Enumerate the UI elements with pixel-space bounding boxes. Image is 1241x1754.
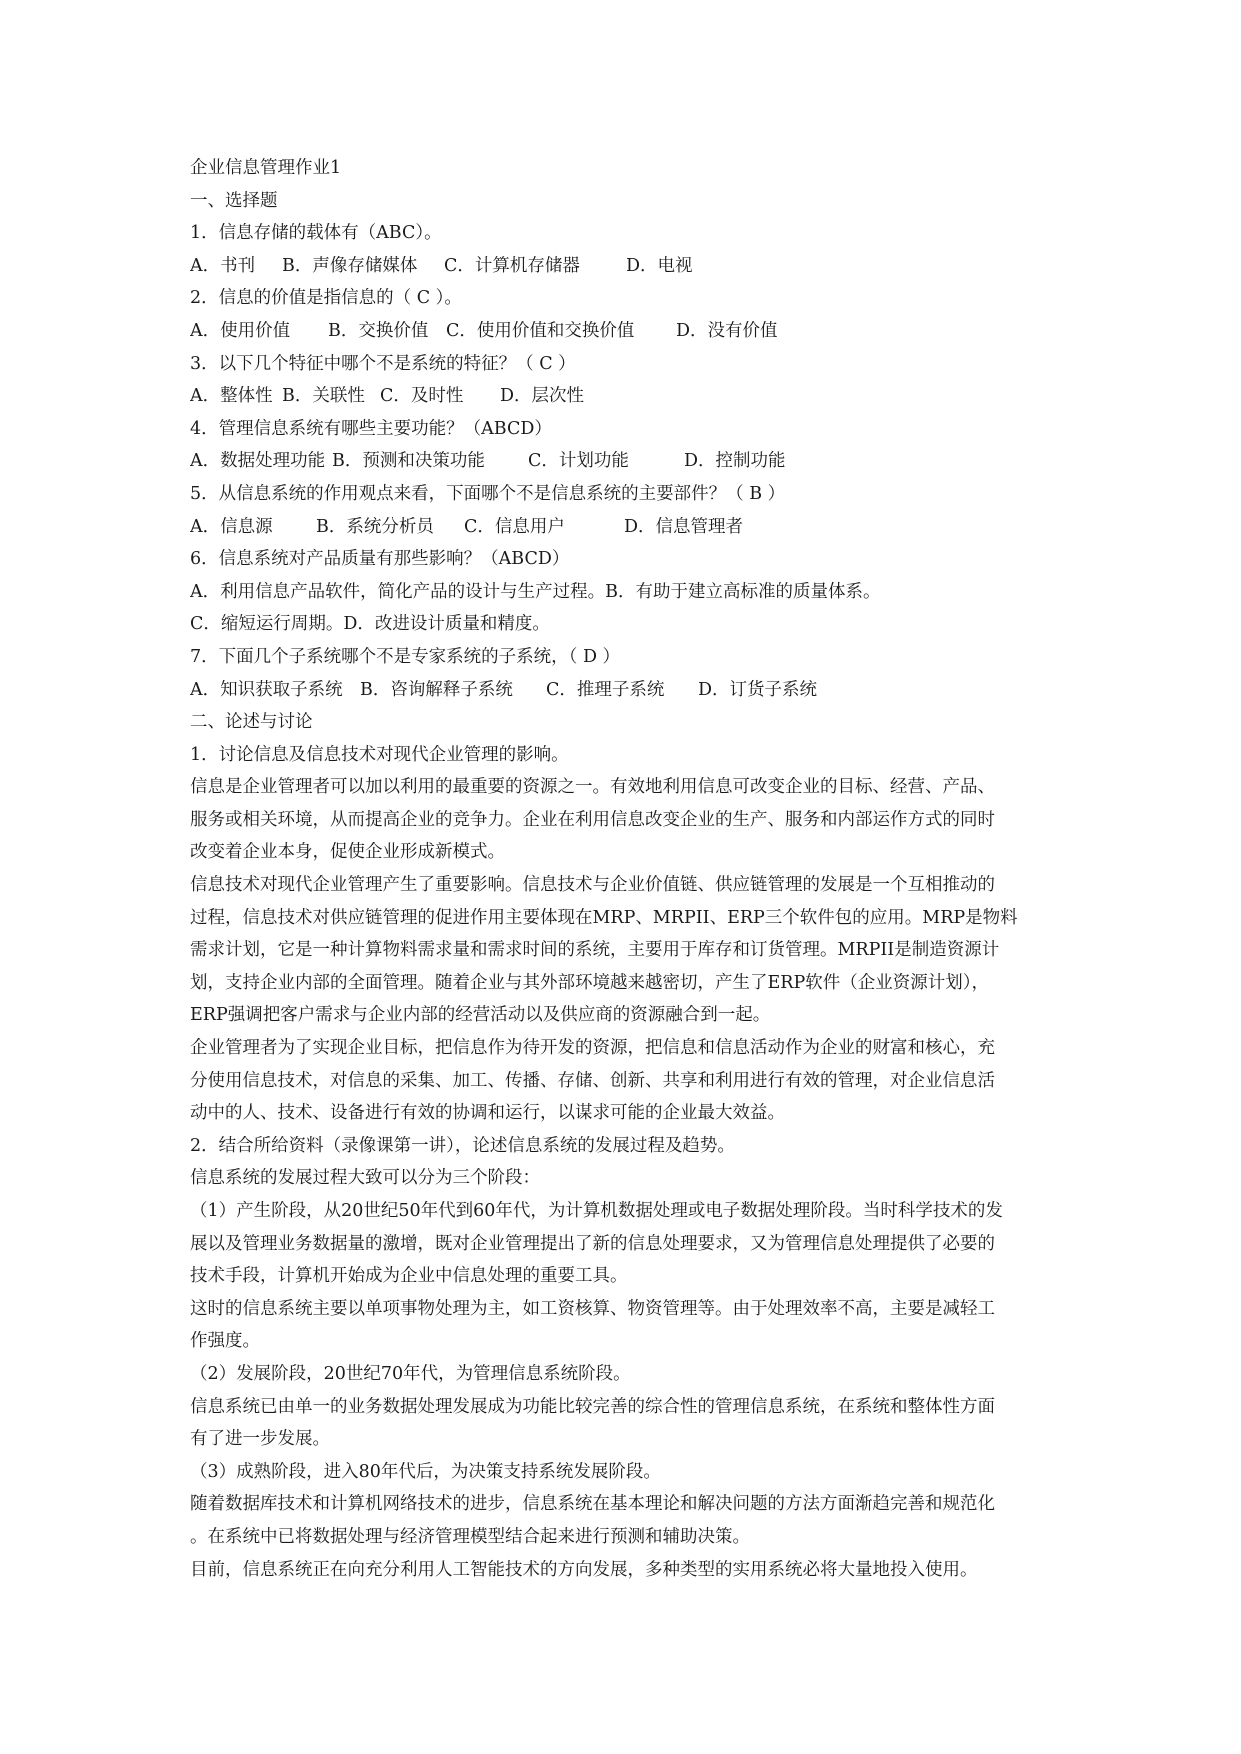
option-a: A．知识获取子系统	[190, 679, 343, 700]
section-heading-discussion: 二、论述与讨论	[190, 712, 313, 733]
option-c: C．及时性	[380, 386, 464, 407]
text-line: 随着数据库技术和计算机网络技术的进步，信息系统在基本理论和解决问题的方法方面渐趋完善和规范化	[190, 1494, 995, 1515]
text-line: （1）产生阶段，从20世纪50年代到60年代，为计算机数据处理或电子数据处理阶段。当时科学技术的发	[190, 1201, 1003, 1221]
question-stem: 5．从信息系统的作用观点来看，下面哪个不是信息系统的主要部件？（ B ）	[190, 483, 786, 504]
text-line: 作强度。	[190, 1331, 260, 1352]
option-b: B．关联性	[282, 386, 365, 407]
question-options	[190, 511, 1060, 544]
question-options	[190, 445, 1060, 478]
question-options	[190, 250, 1060, 283]
text-line: 。在系统中已将数据处理与经济管理模型结合起来进行预测和辅助决策。	[190, 1526, 750, 1547]
question-stem: 7．下面几个子系统哪个不是专家系统的子系统，（ D ）	[190, 646, 621, 667]
text-line: 改变着企业本身，促使企业形成新模式。	[190, 842, 505, 863]
option-a: A．使用价值	[190, 320, 291, 341]
option-b: B．系统分析员	[316, 516, 434, 537]
option-c: C．信息用户	[464, 516, 565, 537]
text-line: 信息系统的发展过程大致可以分为三个阶段：	[190, 1168, 540, 1189]
option-c: C．计划功能	[528, 451, 629, 472]
option-b: B．预测和决策功能	[332, 451, 485, 472]
text-line: 目前，信息系统正在向充分利用人工智能技术的方向发展，多种类型的实用系统必将大量地投入使用。	[190, 1559, 978, 1580]
text-line: （3）成熟阶段，进入80年代后，为决策支持系统发展阶段。	[190, 1461, 661, 1482]
text-line: 分使用信息技术，对信息的采集、加工、传播、存储、创新、共享和利用进行有效的管理，对企业信息活	[190, 1070, 995, 1091]
text-line: 技术手段，计算机开始成为企业中信息处理的重要工具。	[190, 1266, 628, 1287]
text-line: 企业管理者为了实现企业目标，把信息作为待开发的资源，把信息和信息活动作为企业的财富和核心，充	[190, 1038, 995, 1059]
question-stem: 4．管理信息系统有哪些主要功能？（ABCD）	[190, 418, 552, 439]
option-b: B．交换价值	[328, 320, 429, 341]
question-options: A．利用信息产品软件，简化产品的设计与生产过程。B．有助于建立高标准的质量体系。	[190, 581, 881, 602]
section-heading-choice: 一、选择题	[190, 190, 278, 211]
text-line: 这时的信息系统主要以单项事物处理为主，如工资核算、物资管理等。由于处理效率不高，主要是减轻工	[190, 1298, 995, 1319]
question-stem: 6．信息系统对产品质量有那些影响？（ABCD）	[190, 549, 570, 570]
option-d: D．电视	[626, 255, 693, 276]
question-options	[190, 674, 1060, 707]
option-a: A．信息源	[190, 516, 273, 537]
question-stem: 2．信息的价值是指信息的（ C ）。	[190, 288, 462, 309]
option-c: C．推理子系统	[546, 679, 665, 700]
question-stem: 1．信息存储的载体有（ABC）。	[190, 223, 442, 244]
option-d: D．层次性	[500, 386, 585, 407]
option-c: C．计算机存储器	[444, 255, 580, 276]
option-d: D．信息管理者	[624, 516, 744, 537]
text-line: 信息是企业管理者可以加以利用的最重要的资源之一。有效地利用信息可改变企业的目标、经营、产品、	[190, 777, 995, 798]
text-line: 1．讨论信息及信息技术对现代企业管理的影响。	[190, 744, 569, 765]
option-d: D．没有价值	[676, 320, 778, 341]
text-line: 信息系统已由单一的业务数据处理发展成为功能比较完善的综合性的管理信息系统，在系统和整体性方面	[190, 1396, 995, 1417]
option-d: D．订货子系统	[698, 679, 818, 700]
option-a: A．整体性	[190, 386, 273, 407]
text-line: 展以及管理业务数据量的激增，既对企业管理提出了新的信息处理要求，又为管理信息处理提供了必要的	[190, 1233, 995, 1254]
text-line: （2）发展阶段，20世纪70年代，为管理信息系统阶段。	[190, 1363, 631, 1384]
question-stem: 3．以下几个特征中哪个不是系统的特征？（ C ）	[190, 353, 576, 374]
text-line: 有了进一步发展。	[190, 1429, 330, 1450]
question-options	[190, 380, 1060, 413]
text-line: 信息技术对现代企业管理产生了重要影响。信息技术与企业价值链、供应链管理的发展是一个互相推动的	[190, 875, 995, 896]
option-b: B．咨询解释子系统	[360, 679, 513, 700]
document-title: 企业信息管理作业1	[190, 158, 342, 178]
text-line: ERP强调把客户需求与企业内部的经营活动以及供应商的资源融合到一起。	[190, 1005, 771, 1026]
text-line: 过程，信息技术对供应链管理的促进作用主要体现在MRP、MRPII、ERP三个软件包的应用。MRP是物料	[190, 907, 1018, 928]
text-line: 需求计划，它是一种计算物料需求量和需求时间的系统，主要用于库存和订货管理。MRPII是制造资源计	[190, 940, 1000, 961]
option-a: A．书刊	[190, 255, 256, 276]
question-options: C．缩短运行周期。D．改进设计质量和精度。	[190, 614, 550, 635]
option-c: C．使用价值和交换价值	[446, 320, 635, 341]
option-d: D．控制功能	[684, 451, 786, 472]
text-line: 服务或相关环境，从而提高企业的竞争力。企业在利用信息改变企业的生产、服务和内部运作方式的同时	[190, 809, 995, 830]
text-line: 2．结合所给资料（录像课第一讲），论述信息系统的发展过程及趋势。	[190, 1135, 735, 1156]
text-line: 划，支持企业内部的全面管理。随着企业与其外部环境越来越密切，产生了ERP软件（企业资源计划），	[190, 972, 989, 993]
document-page	[190, 152, 1060, 1586]
question-options	[190, 315, 1060, 348]
option-a: A．数据处理功能	[190, 451, 326, 472]
option-b: B．声像存储媒体	[282, 255, 418, 276]
text-line: 动中的人、技术、设备进行有效的协调和运行，以谋求可能的企业最大效益。	[190, 1103, 785, 1124]
